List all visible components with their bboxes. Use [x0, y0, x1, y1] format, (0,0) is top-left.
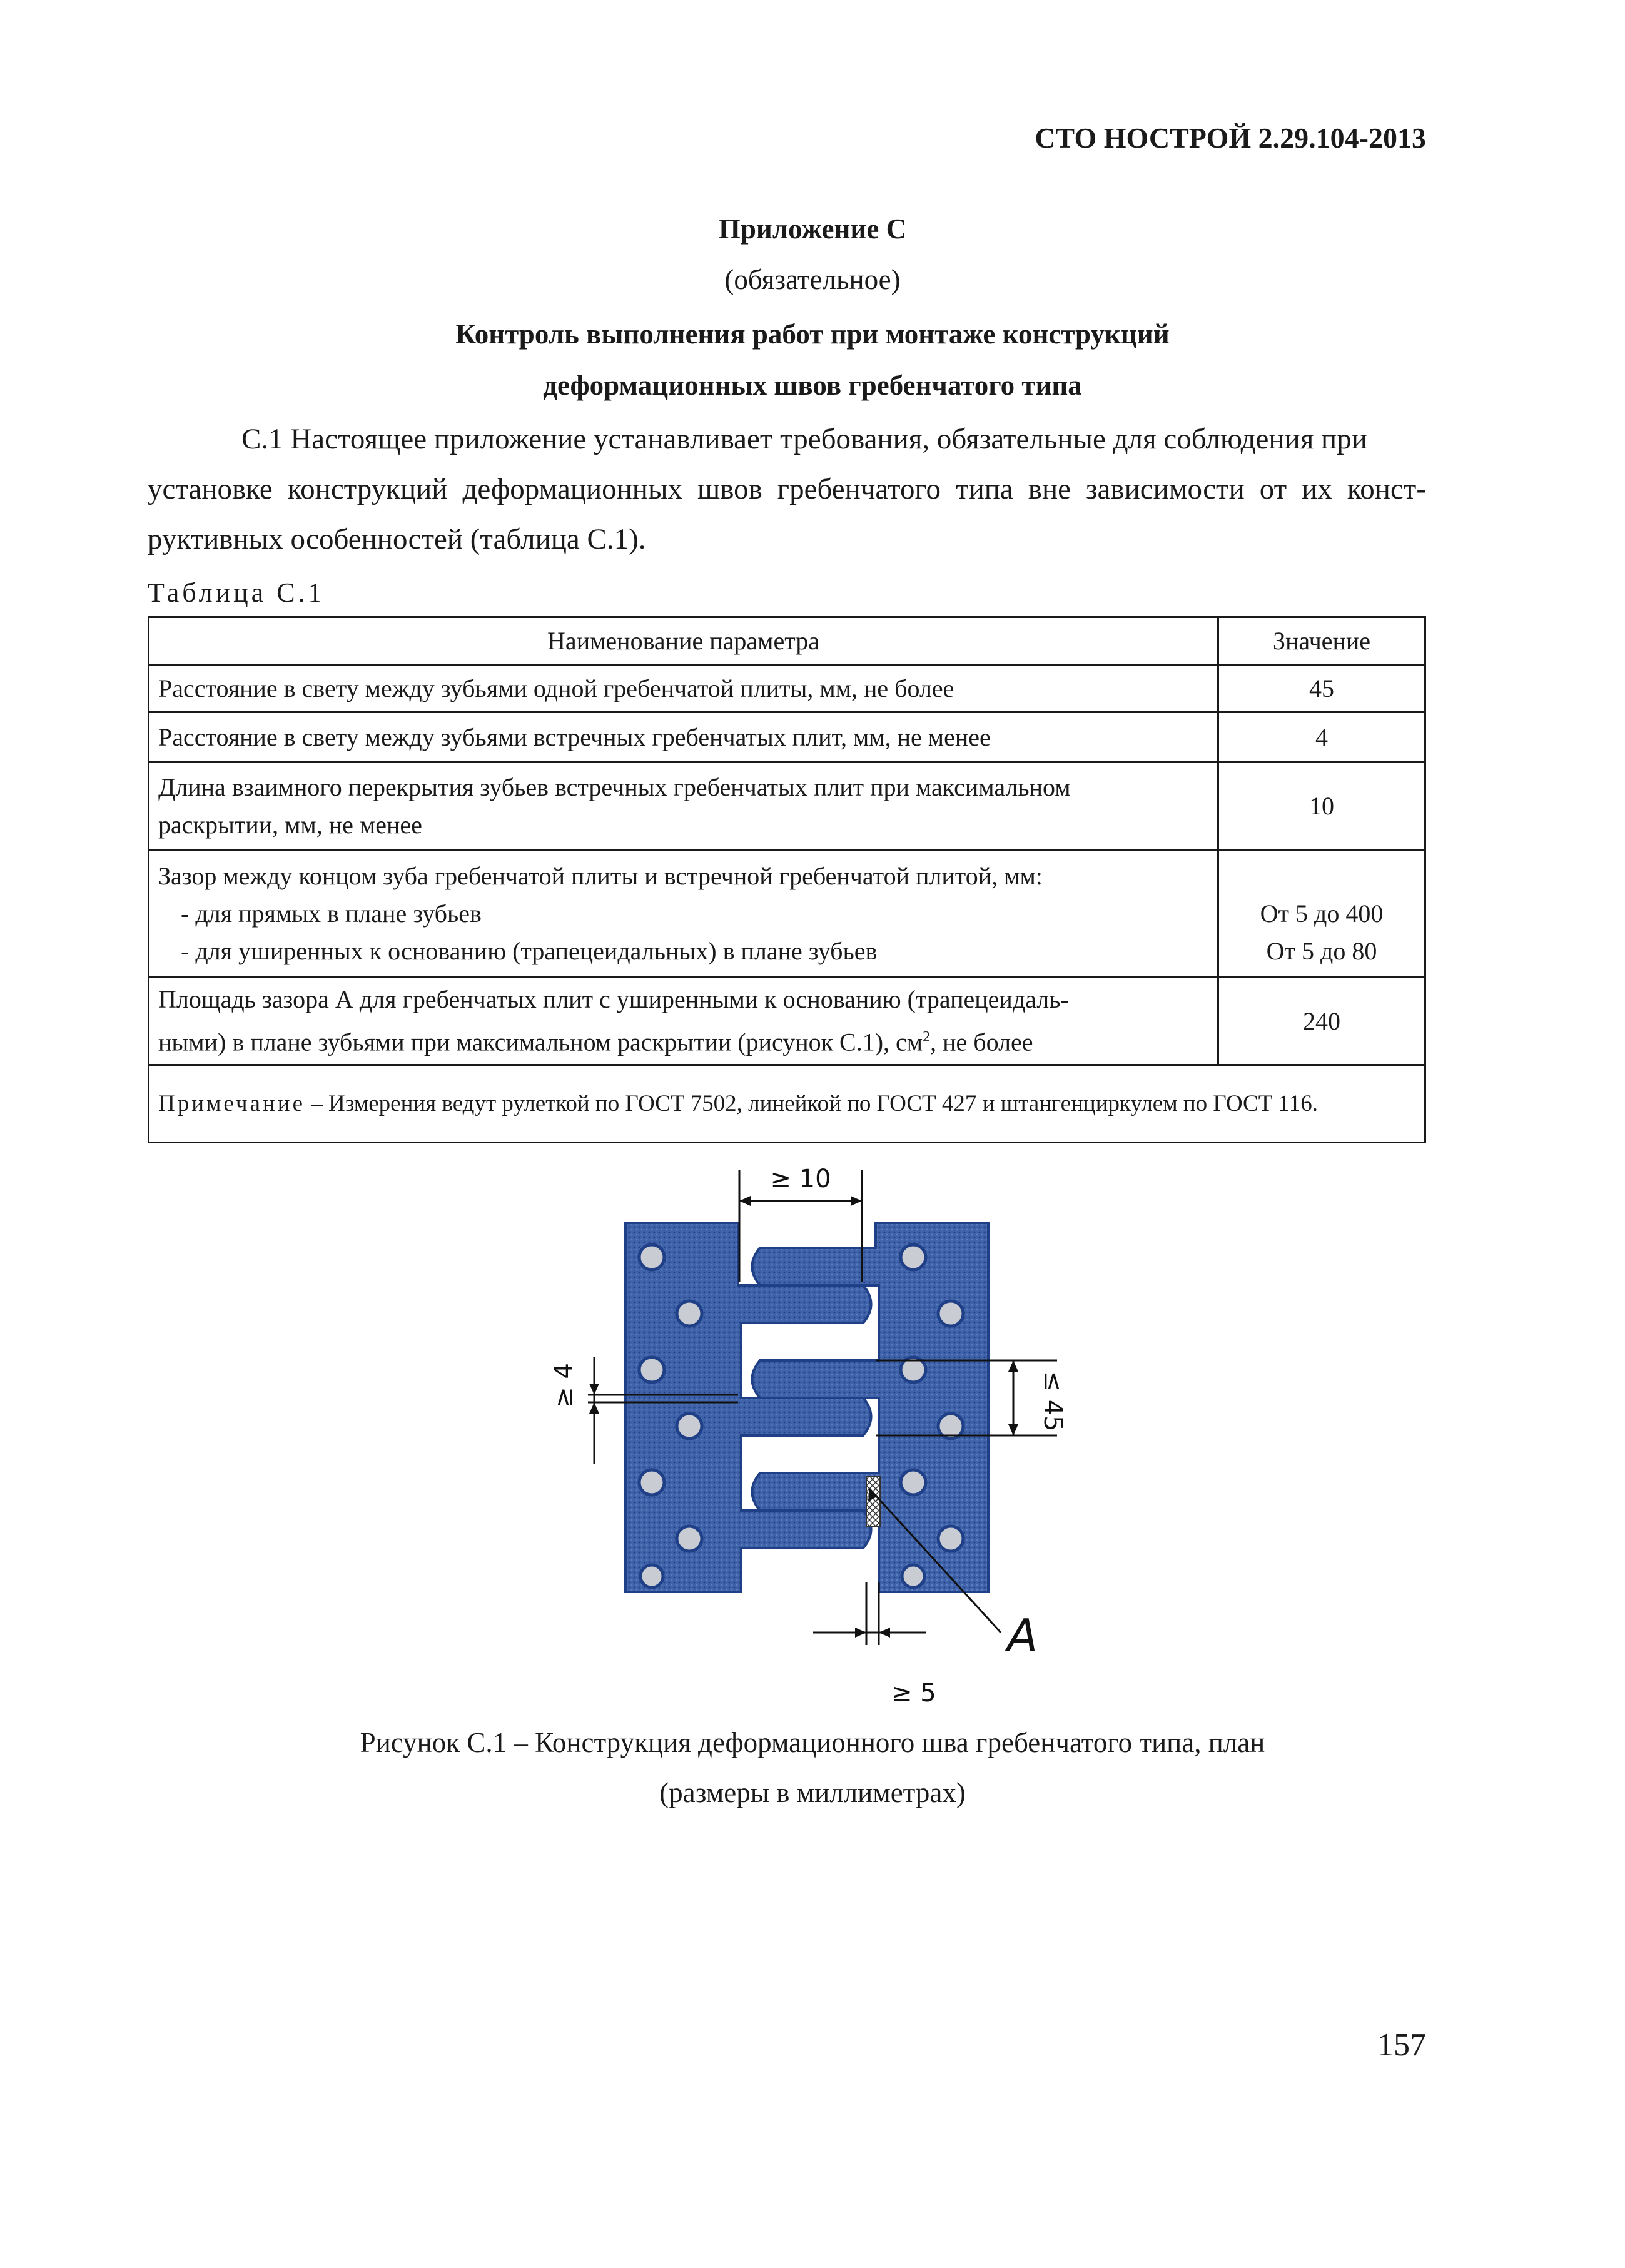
table-note-row — [149, 1065, 1425, 1143]
param-cell: Площадь зазора А для гребенчатых плит с уширенными к основанию (трапецеидаль- ными) в плане зубьями при максимальном раскрытии (рисунок С.1), $см^2$, не более — [149, 978, 1218, 1065]
table-row — [149, 850, 1425, 978]
table-row — [149, 978, 1425, 1065]
appendix-heading-line1: Контроль выполнения работ при монтаже конструкций — [455, 318, 1170, 350]
area-a-label: A — [1007, 1609, 1038, 1662]
gap-area-a — [866, 1476, 880, 1526]
param-cell: Зазор между концом зуба гребенчатой плиты и встречной гребенчатой плитой, мм: - для прямых в плане зубьев - для уширенных к основанию (трапецеидальных) в плане зубьев — [149, 850, 1218, 978]
intro-line-3: руктивных особенностей (таблица С.1). — [148, 523, 646, 555]
column-header-value: Значение — [1218, 617, 1425, 665]
appendix-status: (обязательное) — [724, 264, 901, 295]
value-cell: От 5 до 400 От 5 до 80 — [1218, 850, 1425, 978]
dim-gap-between-plates-label: ≥ 4 — [550, 1363, 579, 1408]
param-cell: Расстояние в свету между зубьями встречных гребенчатых плит, мм, не менее — [149, 712, 1218, 762]
value-cell: 4 — [1218, 712, 1425, 762]
table-row — [149, 762, 1425, 850]
parameters-table — [148, 616, 1426, 1143]
dim-overlap-label: ≥ 10 — [770, 1165, 831, 1193]
dim-end-gap-label: ≥ 5 — [891, 1679, 936, 1708]
table-header-row — [149, 617, 1425, 665]
value-cell: 240 — [1218, 978, 1425, 1065]
appendix-heading-line2: деформационных швов гребенчатого типа — [543, 370, 1082, 401]
appendix-title: Приложение С — [718, 213, 907, 245]
page-number: 157 — [1377, 2027, 1426, 2063]
figure-caption-line2: (размеры в миллиметрах) — [659, 1777, 966, 1808]
table-note: Примечание – Измерения ведут рулеткой по ГОСТ 7502, линейкой по ГОСТ 427 и штангенциркулем по ГОСТ 116. — [149, 1065, 1425, 1143]
table-label: Таблица С.1 — [148, 577, 325, 608]
intro-line-1: С.1 Настоящее приложение устанавливает требования, обязательные для соблюдения при — [241, 423, 1367, 455]
param-cell: Расстояние в свету между зубьями одной гребенчатой плиты, мм, не более — [149, 665, 1218, 712]
comb-joint-figure — [513, 1151, 1113, 1726]
intro-paragraph — [148, 414, 1426, 564]
column-header-parameter: Наименование параметра — [149, 617, 1218, 665]
table-row — [149, 712, 1425, 762]
document-code: СТО НОСТРОЙ 2.29.104-2013 — [1035, 122, 1426, 154]
table-row — [149, 665, 1425, 712]
intro-line-2: установке конструкций деформационных швов гребенчатого типа вне зависимости от их конст- — [148, 473, 1426, 505]
param-cell: Длина взаимного перекрытия зубьев встречных гребенчатых плит при максимальном раскрытии, мм, не менее — [149, 762, 1218, 850]
value-cell: 45 — [1218, 665, 1425, 712]
figure-caption-line1: Рисунок С.1 – Конструкция деформационного шва гребенчатого типа, план — [360, 1727, 1265, 1758]
value-cell: 10 — [1218, 762, 1425, 850]
dim-tooth-spacing-label: ≤ 45 — [1038, 1370, 1067, 1432]
